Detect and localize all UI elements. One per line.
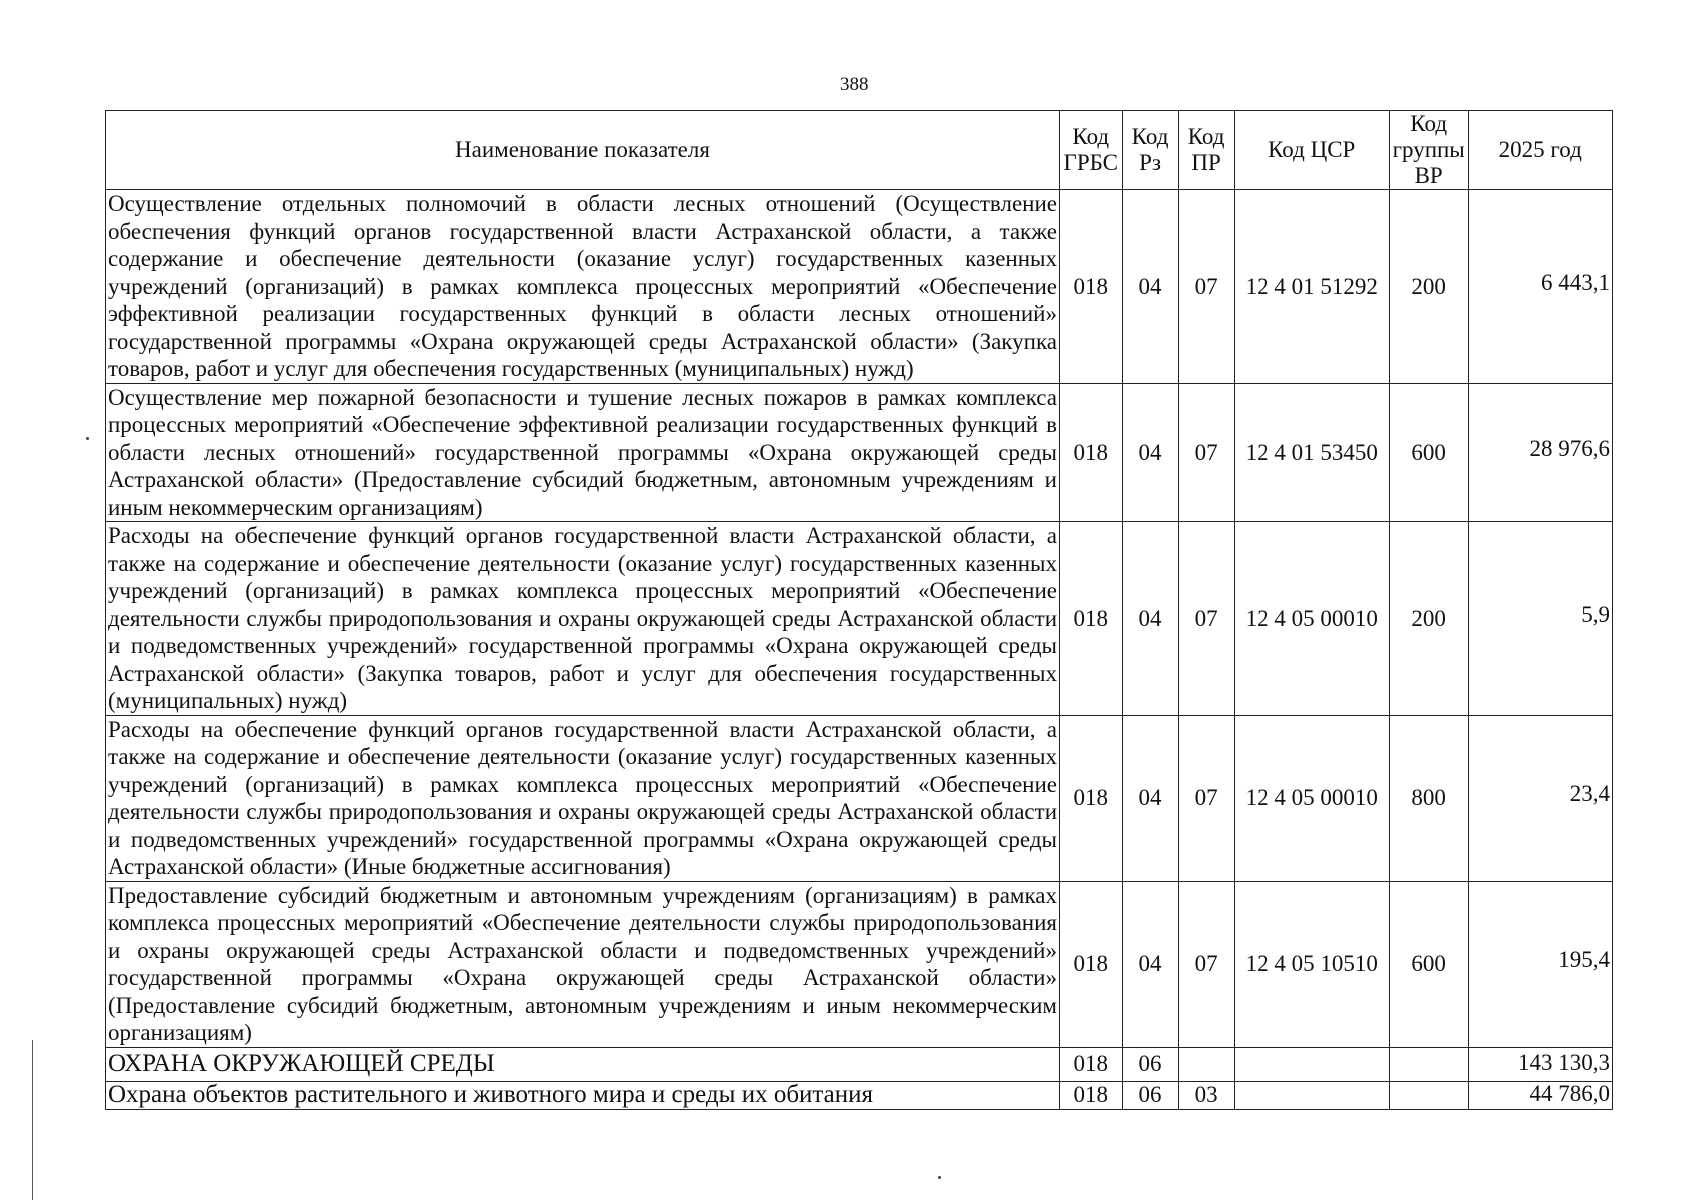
scan-edge-line	[32, 1040, 33, 1200]
row-name: Осуществление отдельных полномочий в области лесных отношений (Осуществление обеспечения функций органов государственной власти Астраханской области, а также содержание и обеспечение деятельности (оказание услуг) государственных казенных учреждений (организаций) в рамках комплекса процессных мероприятий «Обеспечение эффективной реализации государственных функций в области лесных отношений» государственной программы «Охрана окружающей среды Астраханской области» (Закупка товаров, работ и услуг для обеспечения государственных (муниципальных) нужд)	[106, 190, 1060, 384]
row-amount: 195,4	[1468, 881, 1612, 1047]
table-row	[106, 715, 1613, 881]
table-row	[106, 383, 1613, 522]
row-pr: 07	[1178, 881, 1234, 1047]
row-amount: 6 443,1	[1468, 190, 1612, 384]
header-pr: Код ПР	[1178, 111, 1234, 190]
scan-speck	[86, 437, 89, 440]
row-rz: 04	[1122, 881, 1178, 1047]
row-name: Предоставление субсидий бюджетным и автономным учреждениям (организациям) в рамках комплекса процессных мероприятий «Обеспечение деятельности службы природопользования и охраны окружающей среды Астраханской области и подведомственных учреждений» государственной программы «Охрана окружающей среды Астраханской области» (Предоставление субсидий бюджетным, автономным учреждениям и иным некоммерческим организациям)	[106, 881, 1060, 1047]
row-grbs: 018	[1060, 881, 1123, 1047]
row-grbs: 018	[1060, 715, 1123, 881]
row-rz: 04	[1122, 522, 1178, 716]
row-pr: 07	[1178, 715, 1234, 881]
row-csr: 12 4 05 00010	[1234, 522, 1389, 716]
row-csr: 12 4 05 10510	[1234, 881, 1389, 1047]
table-row-section	[106, 1047, 1613, 1081]
page-number: 388	[840, 74, 869, 95]
row-csr	[1234, 1081, 1389, 1109]
header-csr: Код ЦСР	[1234, 111, 1389, 190]
table-row	[106, 190, 1613, 384]
header-name: Наименование показателя	[106, 111, 1060, 190]
row-vr: 200	[1389, 190, 1468, 384]
table-row	[106, 522, 1613, 716]
row-grbs: 018	[1060, 190, 1123, 384]
row-pr: 03	[1178, 1081, 1234, 1109]
table-row	[106, 881, 1613, 1047]
row-vr: 200	[1389, 522, 1468, 716]
header-grbs: Код ГРБС	[1060, 111, 1123, 190]
row-name: Охрана объектов растительного и животного мира и среды их обитания	[106, 1081, 1060, 1109]
row-pr: 07	[1178, 190, 1234, 384]
row-grbs: 018	[1060, 383, 1123, 522]
row-rz: 04	[1122, 383, 1178, 522]
row-rz: 04	[1122, 715, 1178, 881]
row-rz: 06	[1122, 1081, 1178, 1109]
row-name: ОХРАНА ОКРУЖАЮЩЕЙ СРЕДЫ	[106, 1047, 1060, 1081]
row-name: Осуществление мер пожарной безопасности и тушение лесных пожаров в рамках комплекса процессных мероприятий «Обеспечение эффективной реализации государственных функций в области лесных отношений» государственной программы «Охрана окружающей среды Астраханской области» (Предоставление субсидий бюджетным, автономным учреждениям и иным некоммерческим организациям)	[106, 383, 1060, 522]
row-pr: 07	[1178, 522, 1234, 716]
row-rz: 06	[1122, 1047, 1178, 1081]
row-vr	[1389, 1081, 1468, 1109]
row-amount: 28 976,6	[1468, 383, 1612, 522]
row-name: Расходы на обеспечение функций органов государственной власти Астраханской области, а также на содержание и обеспечение деятельности (оказание услуг) государственных казенных учреждений (организаций) в рамках комплекса процессных мероприятий «Обеспечение деятельности службы природопользования и охраны окружающей среды Астраханской области и подведомственных учреждений» государственной программы «Охрана окружающей среды Астраханской области» (Иные бюджетные ассигнования)	[106, 715, 1060, 881]
row-grbs: 018	[1060, 522, 1123, 716]
row-vr: 600	[1389, 383, 1468, 522]
table-header-row	[106, 111, 1613, 190]
row-pr	[1178, 1047, 1234, 1081]
table-row-subsection	[106, 1081, 1613, 1109]
row-csr: 12 4 01 53450	[1234, 383, 1389, 522]
row-grbs: 018	[1060, 1081, 1123, 1109]
header-year: 2025 год	[1468, 111, 1612, 190]
row-vr: 800	[1389, 715, 1468, 881]
row-amount: 23,4	[1468, 715, 1612, 881]
row-amount: 143 130,3	[1468, 1047, 1612, 1081]
header-vr: Код группы ВР	[1389, 111, 1468, 190]
row-vr: 600	[1389, 881, 1468, 1047]
row-csr	[1234, 1047, 1389, 1081]
row-pr: 07	[1178, 383, 1234, 522]
scan-speck	[938, 1176, 941, 1179]
row-rz: 04	[1122, 190, 1178, 384]
budget-table	[105, 110, 1613, 1110]
row-csr: 12 4 05 00010	[1234, 715, 1389, 881]
row-vr	[1389, 1047, 1468, 1081]
row-amount: 44 786,0	[1468, 1081, 1612, 1109]
row-grbs: 018	[1060, 1047, 1123, 1081]
row-amount: 5,9	[1468, 522, 1612, 716]
header-rz: Код Рз	[1122, 111, 1178, 190]
row-name: Расходы на обеспечение функций органов государственной власти Астраханской области, а также на содержание и обеспечение деятельности (оказание услуг) государственных казенных учреждений (организаций) в рамках комплекса процессных мероприятий «Обеспечение деятельности службы природопользования и охраны окружающей среды Астраханской области и подведомственных учреждений» государственной программы «Охрана окружающей среды Астраханской области» (Закупка товаров, работ и услуг для обеспечения государственных (муниципальных) нужд)	[106, 522, 1060, 716]
row-csr: 12 4 01 51292	[1234, 190, 1389, 384]
